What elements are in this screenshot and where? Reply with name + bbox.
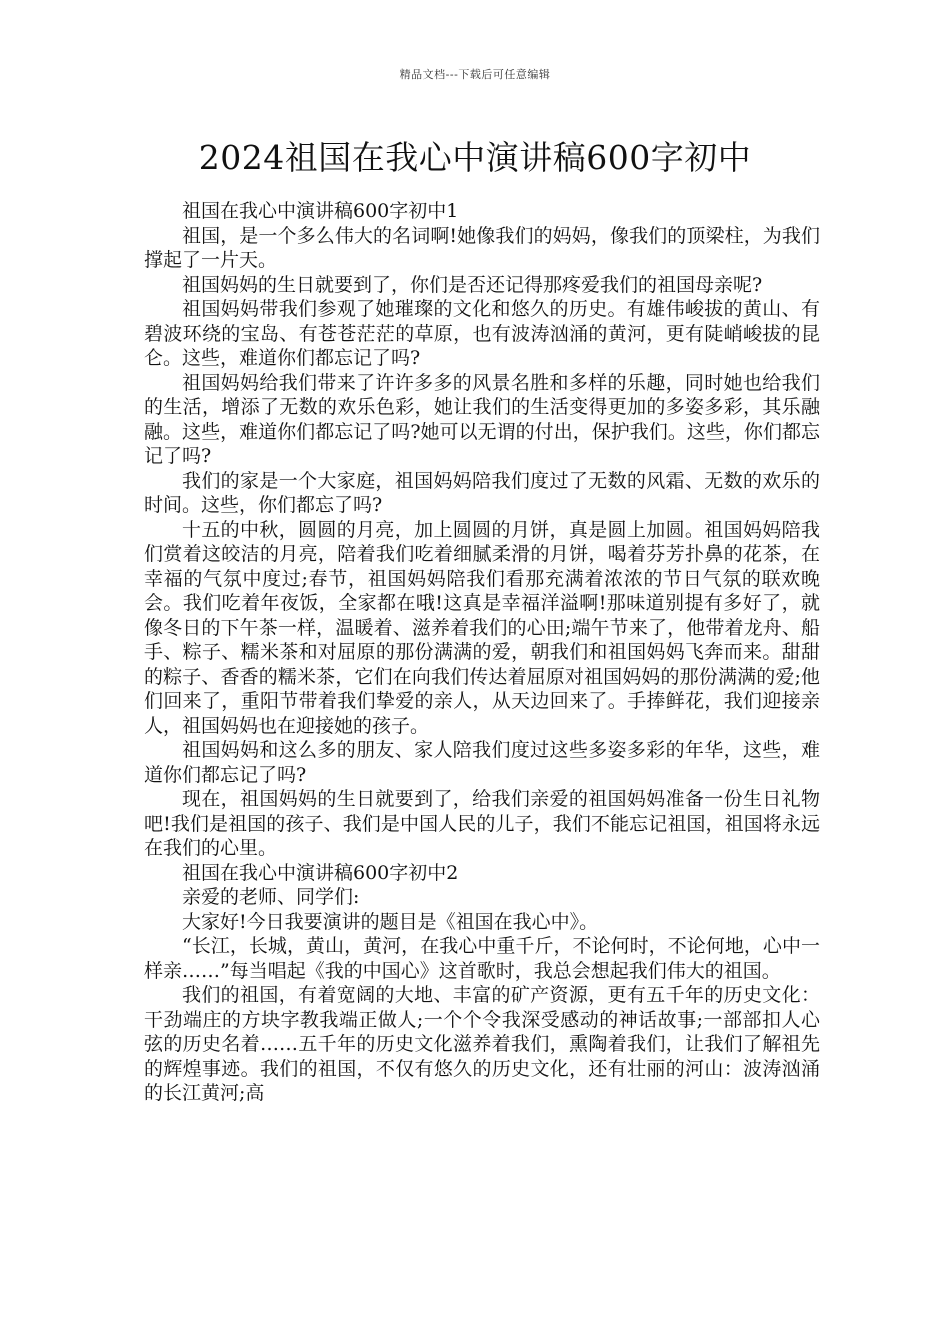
paragraph: 祖国妈妈的生日就要到了，你们是否还记得那疼爱我们的祖国母亲呢? [182, 273, 763, 296]
document-body [144, 199, 820, 1106]
document-title: 2024祖国在我心中演讲稿600字初中 [198, 138, 752, 177]
paragraph: 祖国，是一个多么伟大的名词啊!她像我们的妈妈，像我们的顶梁柱，为我们撑起了一片天。 [144, 224, 820, 271]
paragraph: “长江，长城，黄山，黄河，在我心中重千斤，不论何时，不论何地，心中一样亲……”每当唱起《我的中国心》这首歌时，我总会想起我们伟大的祖国。 [144, 935, 820, 982]
paragraph: 祖国妈妈给我们带来了许许多多的风景名胜和多样的乐趣，同时她也给我们的生活，增添了无数的欢乐色彩，她让我们的生活变得更加的多姿多彩，其乐融融。这些，难道你们都忘记了吗?她可以无谓的付出，保护我们。这些，你们都忘记了吗? [144, 371, 820, 467]
paragraph: 祖国在我心中演讲稿600字初中1 [182, 200, 459, 222]
paragraph: 祖国妈妈带我们参观了她璀璨的文化和悠久的历史。有雄伟峻拔的黄山、有碧波环绕的宝岛、有苍苍茫茫的草原，也有波涛汹涌的黄河，更有陡峭峻拔的昆仑。这些，难道你们都忘记了吗? [144, 298, 820, 369]
paragraph: 亲爱的老师、同学们: [182, 886, 360, 908]
paragraph: 祖国在我心中演讲稿600字初中2 [182, 861, 459, 884]
paragraph: 十五的中秋，圆圆的月亮，加上圆圆的月饼，真是圆上加圆。祖国妈妈陪我们赏着这皎洁的月亮，陪着我们吃着细腻柔滑的月饼，喝着芬芳扑鼻的花茶，在幸福的气氛中度过;春节，祖国妈妈陪我们看那充满着浓浓的节日气氛的联欢晚会。我们吃着年夜饭，全家都在哦!这真是幸福洋溢啊!那味道别提有多好了，就像冬日的下午茶一样，温暖着、滋养着我们的心田;端午节来了，他带着龙舟、船手、粽子、糯米茶和对屈原的那份满满的爱，朝我们和祖国妈妈飞奔而来。甜甜的粽子、香香的糯米茶，它们在向我们传达着屈原对祖国妈妈的那份满满的爱;他们回来了，重阳节带着我们挚爱的亲人，从天边回来了。手捧鲜花，我们迎接亲人，祖国妈妈也在迎接她的孩子。 [144, 518, 820, 737]
paragraph: 我们的祖国，有着宽阔的大地、丰富的矿产资源，更有五千年的历史文化：干劲端庄的方块字教我端正做人;一个个令我深受感动的神话故事;一部部扣人心弦的历史名着……五千年的历史文化滋养着我们，熏陶着我们，让我们了解祖先的辉煌事迹。我们的祖国，不仅有悠久的历史文化，还有壮丽的河山：波涛汹涌的长江黄河;高 [144, 984, 820, 1104]
paragraph: 祖国妈妈和这么多的朋友、家人陪我们度过这些多姿多彩的年华，这些，难道你们都忘记了吗? [144, 739, 820, 786]
paragraph: 现在，祖国妈妈的生日就要到了，给我们亲爱的祖国妈妈准备一份生日礼物吧!我们是祖国的孩子、我们是中国人民的儿子，我们不能忘记祖国，祖国将永远在我们的心里。 [144, 788, 820, 859]
paragraph: 大家好!今日我要演讲的题目是《祖国在我心中》。 [182, 910, 599, 933]
page-header: 精品文档---下载后可任意编辑 [399, 68, 551, 81]
paragraph: 我们的家是一个大家庭，祖国妈妈陪我们度过了无数的风霜、无数的欢乐的时间。这些，你们都忘了吗? [144, 469, 820, 516]
